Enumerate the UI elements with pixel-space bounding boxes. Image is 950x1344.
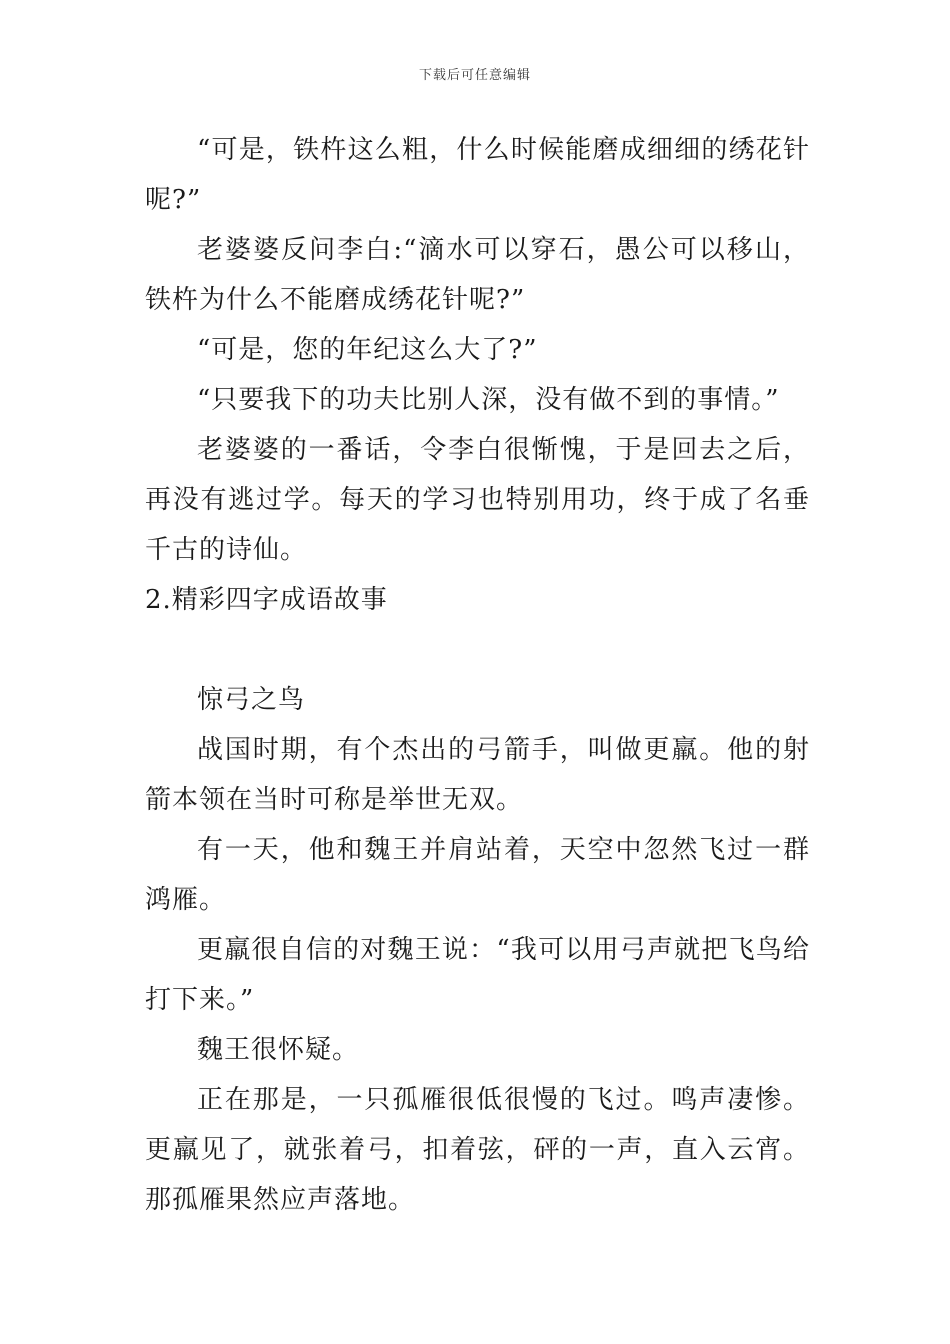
- page-header: 下载后可任意编辑: [418, 68, 531, 83]
- story-title: 惊弓之鸟: [197, 685, 306, 715]
- paragraph: 魏王很怀疑。: [197, 1035, 360, 1065]
- paragraph: 老婆婆的一番话，令李白很惭愧，于是回去之后，再没有逃过学。每天的学习也特别用功，终于成了名垂千古的诗仙。: [145, 435, 810, 565]
- paragraph: “只要我下的功夫比别人深，没有做不到的事情。”: [197, 385, 780, 415]
- paragraph: 战国时期，有个杰出的弓箭手，叫做更羸。他的射箭本领在当时可称是举世无双。: [145, 735, 810, 815]
- paragraph: 正在那是，一只孤雁很低很慢的飞过。鸣声凄惨。更羸见了，就张着弓，扣着弦，砰的一声，直入云宵。那孤雁果然应声落地。: [145, 1085, 810, 1215]
- paragraph: “可是，您的年纪这么大了?”: [197, 335, 538, 365]
- paragraph: 老婆婆反问李白:“滴水可以穿石，愚公可以移山，铁杵为什么不能磨成绣花针呢?”: [145, 235, 810, 315]
- document-body: [145, 125, 810, 1225]
- blank-line: [145, 625, 810, 675]
- paragraph: “可是，铁杵这么粗，什么时候能磨成细细的绣花针呢?”: [145, 135, 810, 215]
- paragraph: 有一天，他和魏王并肩站着，天空中忽然飞过一群鸿雁。: [145, 835, 810, 915]
- section-heading: 2.精彩四字成语故事: [145, 585, 388, 615]
- paragraph: 更羸很自信的对魏王说：“我可以用弓声就把飞鸟给打下来。”: [145, 935, 810, 1015]
